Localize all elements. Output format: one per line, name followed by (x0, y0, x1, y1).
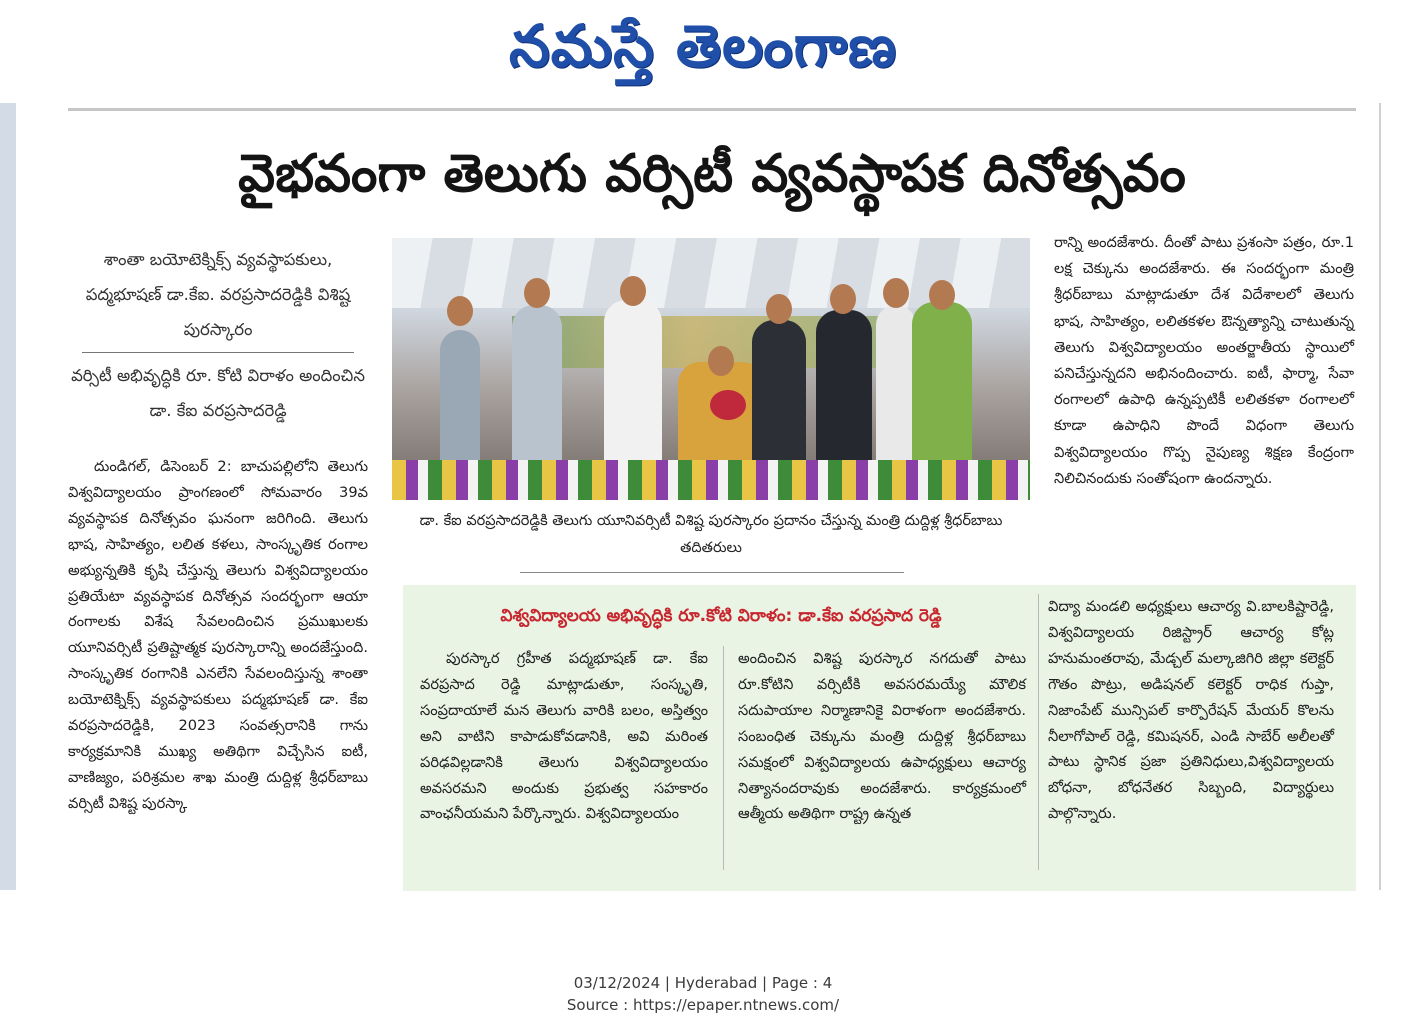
photo-person-head (929, 280, 955, 310)
box-column-divider (1038, 594, 1039, 870)
photo-person (752, 320, 806, 480)
box-column-1: పురస్కార గ్రహీత పద్మభూషణ్ డా. కేఐ వరప్రసాద రెడ్డి మాట్లాడుతూ, సంస్కృతి, సంప్రదాయాలే మన తెలుగు వారికి బలం, అస్తిత్వం అని వాటిని కాపాడుకోవడానికి, అవి మరింత పరిఢవిల్లడానికి తెలుగు విశ్వవిద్యాలయం అవసరమని అందుకు ప్రభుత్వ సహకారం వాంఛనీయమని పేర్కొన్నారు. విశ్వవిద్యాలయం (420, 650, 708, 823)
article-headline: వైభవంగా తెలుగు వర్సిటీ వ్యవస్థాపక దినోత్సవం (238, 144, 1186, 204)
body-column-right: రాన్ని అందజేశారు. దీంతో పాటు ప్రశంసా పత్రం, రూ.1 లక్ష చెక్కును అందజేశారు. ఈ సందర్భంగా మంత్రి శ్రీధర్‌బాబు మాట్లాడుతూ దేశ విదేశాలలో తెలుగు భాష, సాహిత్యం, లలితకళల ఔన్నత్యాన్ని చాటుతున్న తెలుగు విశ్వవిద్యాలయం అంతర్జాతీయ స్థాయిలో పనిచేస్తున్నదని అభినందించారు. ఐటీ, ఫార్మా, సేవా రంగాలలో ఉపాధి ఉన్నప్పటికీ లలితకళా రంగాలలో కూడా ఉపాధిని పొందే విధంగా తెలుగు విశ్వవిద్యాలయం గొప్ప నైపుణ్య శిక్షణ కేంద్రంగా నిలిచినందుకు సంతోషంగా ఉందన్నారు. (1054, 234, 1354, 487)
photo-caption: డా. కేఐ వరప్రసాదరెడ్డికి తెలుగు యూనివర్సిటీ విశిష్ట పురస్కారం ప్రదానం చేస్తున్న మంత్రి దుద్దిళ్ల శ్రీధర్‌బాబు తదితరులు (419, 513, 1003, 556)
caption-underline (520, 572, 904, 573)
footer-source-line: Source : https://epaper.ntnews.com/ (566, 996, 840, 1014)
event-photo (392, 238, 1030, 500)
photo-person-head (620, 276, 646, 306)
photo-person-head (883, 278, 909, 308)
body-column-1: దుండిగల్, డిసెంబర్ 2: బాచుపల్లిలోని తెలుగు విశ్వవిద్యాలయం ప్రాంగణంలో సోమవారం 39వ వ్యవస్థాపక దినోత్సవం ఘనంగా జరిగింది. తెలుగు భాష, సాహిత్యం, లలిత కళలు, సాంస్కృతిక రంగాల అభ్యున్నతికి కృషి చేస్తున్న తెలుగు విశ్వవిద్యాలయం ప్రతియేటా వ్యవస్థాపక దినోత్సవ సందర్భంగా ఆయా రంగాలకు విశేష సేవలందించిన ప్రముఖులకు యూనివర్సిటీ ప్రతిష్టాత్మక పురస్కారాన్ని అందజేస్తుంది. సాంస్కృతిక రంగానికి ఎనలేని సేవలందిస్తున్న శాంతా బయోటెక్నిక్స్ వ్యవస్థాపకులు పద్మభూషణ్ డా. కేఐ వరప్రసాదరెడ్డికి, 2023 సంవత్సరానికి గాను కార్యక్రమానికి ముఖ్య అతిథిగా విచ్చేసిన ఐటీ, వాణిజ్యం, పరిశ్రమల శాఖ మంత్రి దుద్దిళ్ల శ్రీధర్‌బాబు వర్సిటీ విశిష్ట పురస్కా (68, 458, 368, 812)
photo-person (876, 305, 916, 480)
photo-person (512, 305, 562, 480)
photo-person-head (447, 296, 473, 326)
left-margin-strip (0, 103, 16, 890)
photo-person-head (524, 278, 550, 308)
deck-line-1: శాంతా బయోటెక్నిక్స్ వ్యవస్థాపకులు, పద్మభూషణ్ డా.కేఐ. వరప్రసాదరెడ్డికి విశిష్ట పురస్కారం (85, 250, 351, 339)
photo-bouquet (710, 390, 746, 420)
footer-date-line: 03/12/2024 | Hyderabad | Page : 4 (573, 974, 833, 992)
masthead-logo: నమస్తే తెలంగాణ (509, 12, 897, 80)
deck-line-2: వర్సిటీ అభివృద్ధికి రూ. కోటి విరాళం అందించిన డా. కేఐ వరప్రసాదరెడ్డి (71, 366, 365, 420)
photo-person (816, 310, 872, 480)
headline-top-rule (68, 108, 1356, 111)
photo-person (440, 330, 480, 480)
box-column-divider (723, 646, 724, 870)
deck-divider (82, 352, 354, 353)
photo-person-head (830, 284, 856, 314)
photo-person (604, 300, 662, 480)
box-column-2: అందించిన విశిష్ట పురస్కార నగదుతో పాటు రూ.కోటిని వర్సిటీకి అవసరమయ్యే మౌలిక సదుపాయాల నిర్మాణానికై విరాళంగా అందజేశారు. సంబంధిత చెక్కును మంత్రి దుద్దిళ్ల శ్రీధర్‌బాబు సమక్షంలో విశ్వవిద్యాలయ ఉపాధ్యక్షులు ఆచార్య నిత్యానందరావుకు అందజేశారు. కార్యక్రమంలో ఆత్మీయ అతిథిగా రాష్ట్ర ఉన్నత (738, 650, 1026, 823)
box-column-3: విద్యా మండలి అధ్యక్షులు ఆచార్య వి.బాలకిష్టారెడ్డి, విశ్వవిద్యాలయ రిజిస్ట్రార్ ఆచార్య కోట్ల హనుమంతరావు, మేడ్చల్ మల్కాజిగిరి జిల్లా కలెక్టర్ గౌతం పొట్రు, అడిషనల్ కలెక్టర్ రాధిక గుప్తా, నిజాంపేట్ మున్సిపల్ కార్పొరేషన్ మేయర్ కొలను నీలాగోపాల్ రెడ్డి, కమిషనర్, ఎండి సాబేర్ అలీలతో పాటు స్థానిక ప్రజా ప్రతినిధులు,విశ్వవిద్యాలయ బోధనా, బోధనేతర సిబ్బంది, విద్యార్థులు పాల్గొన్నారు. (1048, 598, 1334, 823)
photo-person-head (708, 346, 734, 376)
photo-person (912, 302, 972, 480)
box-subheading: విశ్వవిద్యాలయ అభివృద్ధికి రూ.కోటి విరాళం: డా.కేఐ వరప్రసాద రెడ్డి (500, 606, 942, 626)
photo-flower-decor (392, 460, 1030, 500)
right-border-rule (1379, 103, 1381, 890)
photo-person-head (766, 294, 792, 324)
